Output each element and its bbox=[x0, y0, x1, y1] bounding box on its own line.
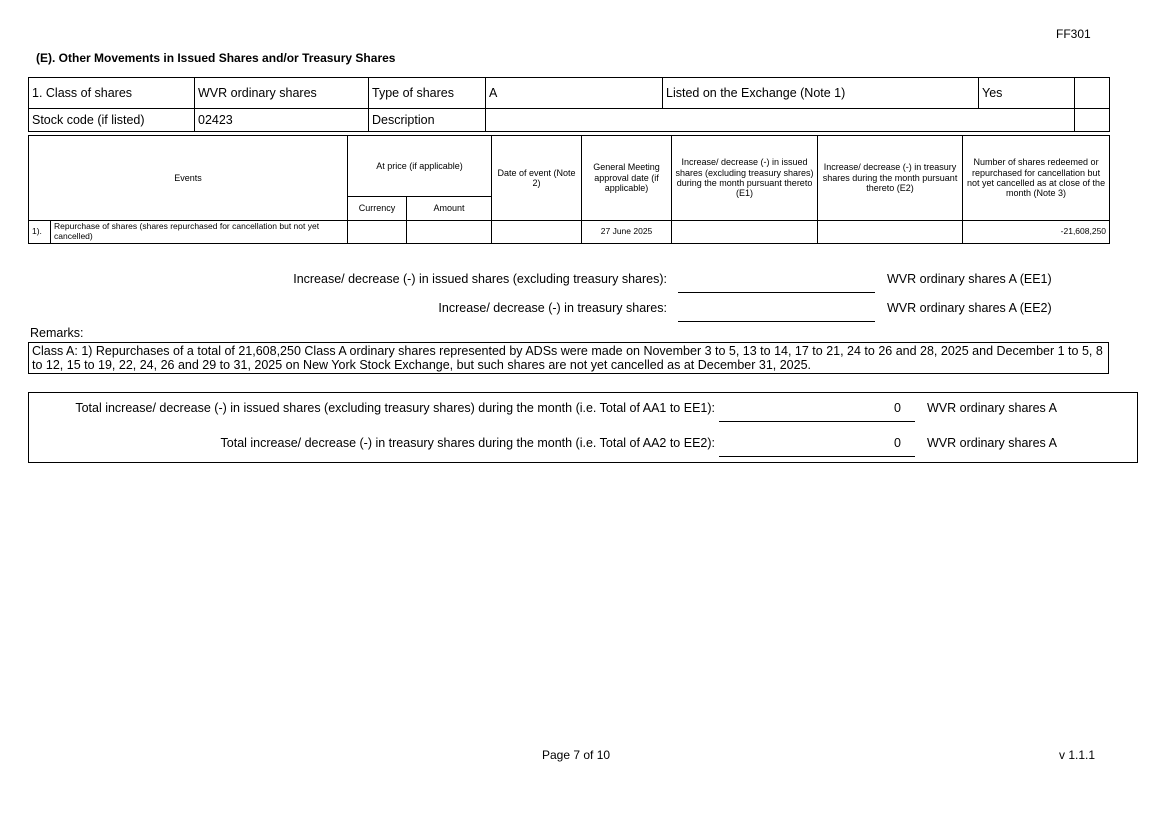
treasury-movement-line bbox=[678, 305, 875, 322]
issued-movement-line bbox=[678, 276, 875, 293]
type-label: Type of shares bbox=[369, 78, 486, 109]
listed-value: Yes bbox=[979, 78, 1075, 109]
header-events: Events bbox=[29, 136, 348, 221]
total-treasury-label: Total increase/ decrease (-) in treasury shares during the month (i.e. Total of AA2 to EE2): bbox=[220, 436, 715, 450]
totals-box bbox=[28, 392, 1138, 463]
issued-movement-label: Increase/ decrease (-) in issued shares (excluding treasury shares): bbox=[293, 272, 667, 286]
class-label: 1. Class of shares bbox=[29, 78, 195, 109]
stock-code-value: 02423 bbox=[195, 109, 369, 132]
row-treasury-change bbox=[818, 221, 963, 244]
class-of-shares-table bbox=[28, 77, 1110, 132]
header-treasury-change: Increase/ decrease (-) in treasury shares during the month pursuant thereto (E2) bbox=[818, 136, 963, 221]
row-amount bbox=[407, 221, 492, 244]
class-value: WVR ordinary shares bbox=[195, 78, 369, 109]
table-row bbox=[29, 221, 1110, 244]
header-gm-approval: General Meeting approval date (if applicable) bbox=[582, 136, 672, 221]
header-issued-change: Increase/ decrease (-) in issued shares (excluding treasury shares) during the month pursuant thereto (E1) bbox=[672, 136, 818, 221]
issued-movement-unit: WVR ordinary shares A (EE1) bbox=[887, 272, 1052, 286]
empty-cell bbox=[1075, 109, 1110, 132]
description-value bbox=[486, 109, 1075, 132]
page-number: Page 7 of 10 bbox=[542, 748, 611, 762]
header-date-of-event: Date of event (Note 2) bbox=[492, 136, 582, 221]
section-title: (E). Other Movements in Issued Shares and/or Treasury Shares bbox=[36, 51, 396, 65]
row-event: Repurchase of shares (shares repurchased for cancellation but not yet cancelled) bbox=[51, 221, 348, 244]
total-issued-unit: WVR ordinary shares A bbox=[927, 401, 1057, 415]
row-index: 1). bbox=[29, 221, 51, 244]
row-gm-approval: 27 June 2025 bbox=[582, 221, 672, 244]
row-currency bbox=[348, 221, 407, 244]
events-table bbox=[28, 135, 1110, 244]
total-issued-label: Total increase/ decrease (-) in issued shares (excluding treasury shares) during the month (i.e. Total of AA1 to EE1): bbox=[75, 401, 715, 415]
remarks-label: Remarks: bbox=[30, 326, 84, 340]
treasury-movement-unit: WVR ordinary shares A (EE2) bbox=[887, 301, 1052, 315]
header-currency: Currency bbox=[348, 197, 407, 221]
row-issued-change bbox=[672, 221, 818, 244]
header-amount: Amount bbox=[407, 197, 492, 221]
total-issued-value: 0 bbox=[894, 401, 901, 415]
treasury-movement-label: Increase/ decrease (-) in treasury shares: bbox=[438, 301, 667, 315]
type-value: A bbox=[486, 78, 663, 109]
row-redeemed: -21,608,250 bbox=[963, 221, 1110, 244]
form-version: v 1.1.1 bbox=[1059, 748, 1096, 762]
total-treasury-unit: WVR ordinary shares A bbox=[927, 436, 1057, 450]
total-treasury-value: 0 bbox=[894, 436, 901, 450]
form-code: FF301 bbox=[1056, 27, 1091, 41]
stock-code-label: Stock code (if listed) bbox=[29, 109, 195, 132]
row-date-of-event bbox=[492, 221, 582, 244]
empty-cell bbox=[1075, 78, 1110, 109]
header-at-price: At price (if applicable) bbox=[348, 136, 492, 197]
description-label: Description bbox=[369, 109, 486, 132]
header-redeemed: Number of shares redeemed or repurchased for cancellation but not yet cancelled as at close of the month (Note 3) bbox=[963, 136, 1110, 221]
listed-label: Listed on the Exchange (Note 1) bbox=[663, 78, 979, 109]
remarks-text: Class A: 1) Repurchases of a total of 21,608,250 Class A ordinary shares represented by ADSs were made on November 3 to 5, 13 to 14, 17 to 21, 24 to 26 and 28, 2025 and December 1 to 5, 8 to 12, 15 to 19, 22, 24, 26 and 29 to 31, 2025 on New York Stock Exchange, but such shares are not yet cancelled as at December 31, 2025. bbox=[28, 342, 1109, 374]
